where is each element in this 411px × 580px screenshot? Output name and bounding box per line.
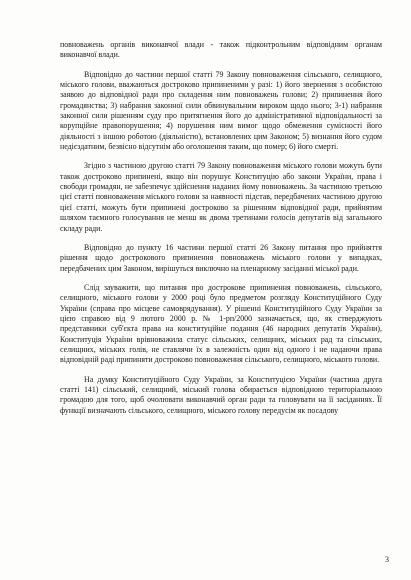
page-number: 3 <box>385 555 389 564</box>
document-body <box>60 40 382 425</box>
paragraph-constitutional-court-case: Слід зауважити, що питання про дострокове припинення повноважень, сільського, селищного, міського голови у 2000 році було предметом розгляду Конституційного Суду України (справа про місцеве самоврядування). У рішенні Конституційного Суду України за цією справою від 9 лютого 2000 р. № 1-рп/2000 зазначається, що, як стверджують представники суб'єкта права на конституційне подання (46 народних депутатів України), Конституція України врівноважила статус сільських, селищних, міських рад та сільських, селищних, міських голів, не ставлячи їх в залежність один від одного і не надаючи права відповідній раді припиняти достроково повноваження сільського, селищного, міського голови. <box>60 282 382 365</box>
paragraph-article-26-item-16: Відповідно до пункту 16 частини першої статті 26 Закону питання про прийняття рішення щодо дострокового припинення повноважень міського голови у випадках, передбачених цим Законом, вирішуться виключно на пленарному засіданні міської ради. <box>60 242 382 273</box>
paragraph-court-opinion: На думку Конституційного Суду України, за Конституцією України (частина друга статті 141) сільський, селищний, міський голова обирається відповідною територіальною громадою для того, щоб очолювати виконавчий орган ради та головувати на її засіданнях. Її функції визначають сільського, селищного, міського голову передусім як посадову <box>60 374 382 415</box>
paragraph-article-79-part-2: Згідно з частиною другою статті 79 Закону повноваження міського голови можуть бути також достроково припинені, якщо він порушує Конституцію або закони України, права і свободи громадян, не забезпечує здійснення наданих йому повноважень. За частиною третьою цієї статті повноваження міського голови за наявності підстав, передбачених частиною другою цієї статті, можуть бути припинені достроково за рішенням відповідної ради, прийнятим шляхом таємного голосування не менш як двома третинами голосів депутатів від загального складу ради. <box>60 161 382 233</box>
paragraph-continuation: повноважень органів виконавчої влади - також підконтрольним відповідним органам виконавчої влади. <box>60 40 382 60</box>
paragraph-article-79-part-1: Відповідно до частини першої статті 79 Закону повноваження сільського, селищного, міського голови, вважаються достроково припиненими у разі: 1) його звернення з особистою заявою до відповідної ради про складення ним повноважень голови; 2) припинення його громадянства; 3) набрання законної сили обвинувальним вироком щодо нього; 3-1) набрання законної сили рішенням суду про притягнення його до адміністративної відповідальності за корупційне правопорушення; 4) порушення ним вимог щодо обмеження сумісності його діяльності з іншою роботою (діяльністю), встановлених цим Законом; 5) визнання його судом недієздатним, безвісно відсутнім або оголошення таким, що помер; 6) його смерті. <box>60 69 382 152</box>
